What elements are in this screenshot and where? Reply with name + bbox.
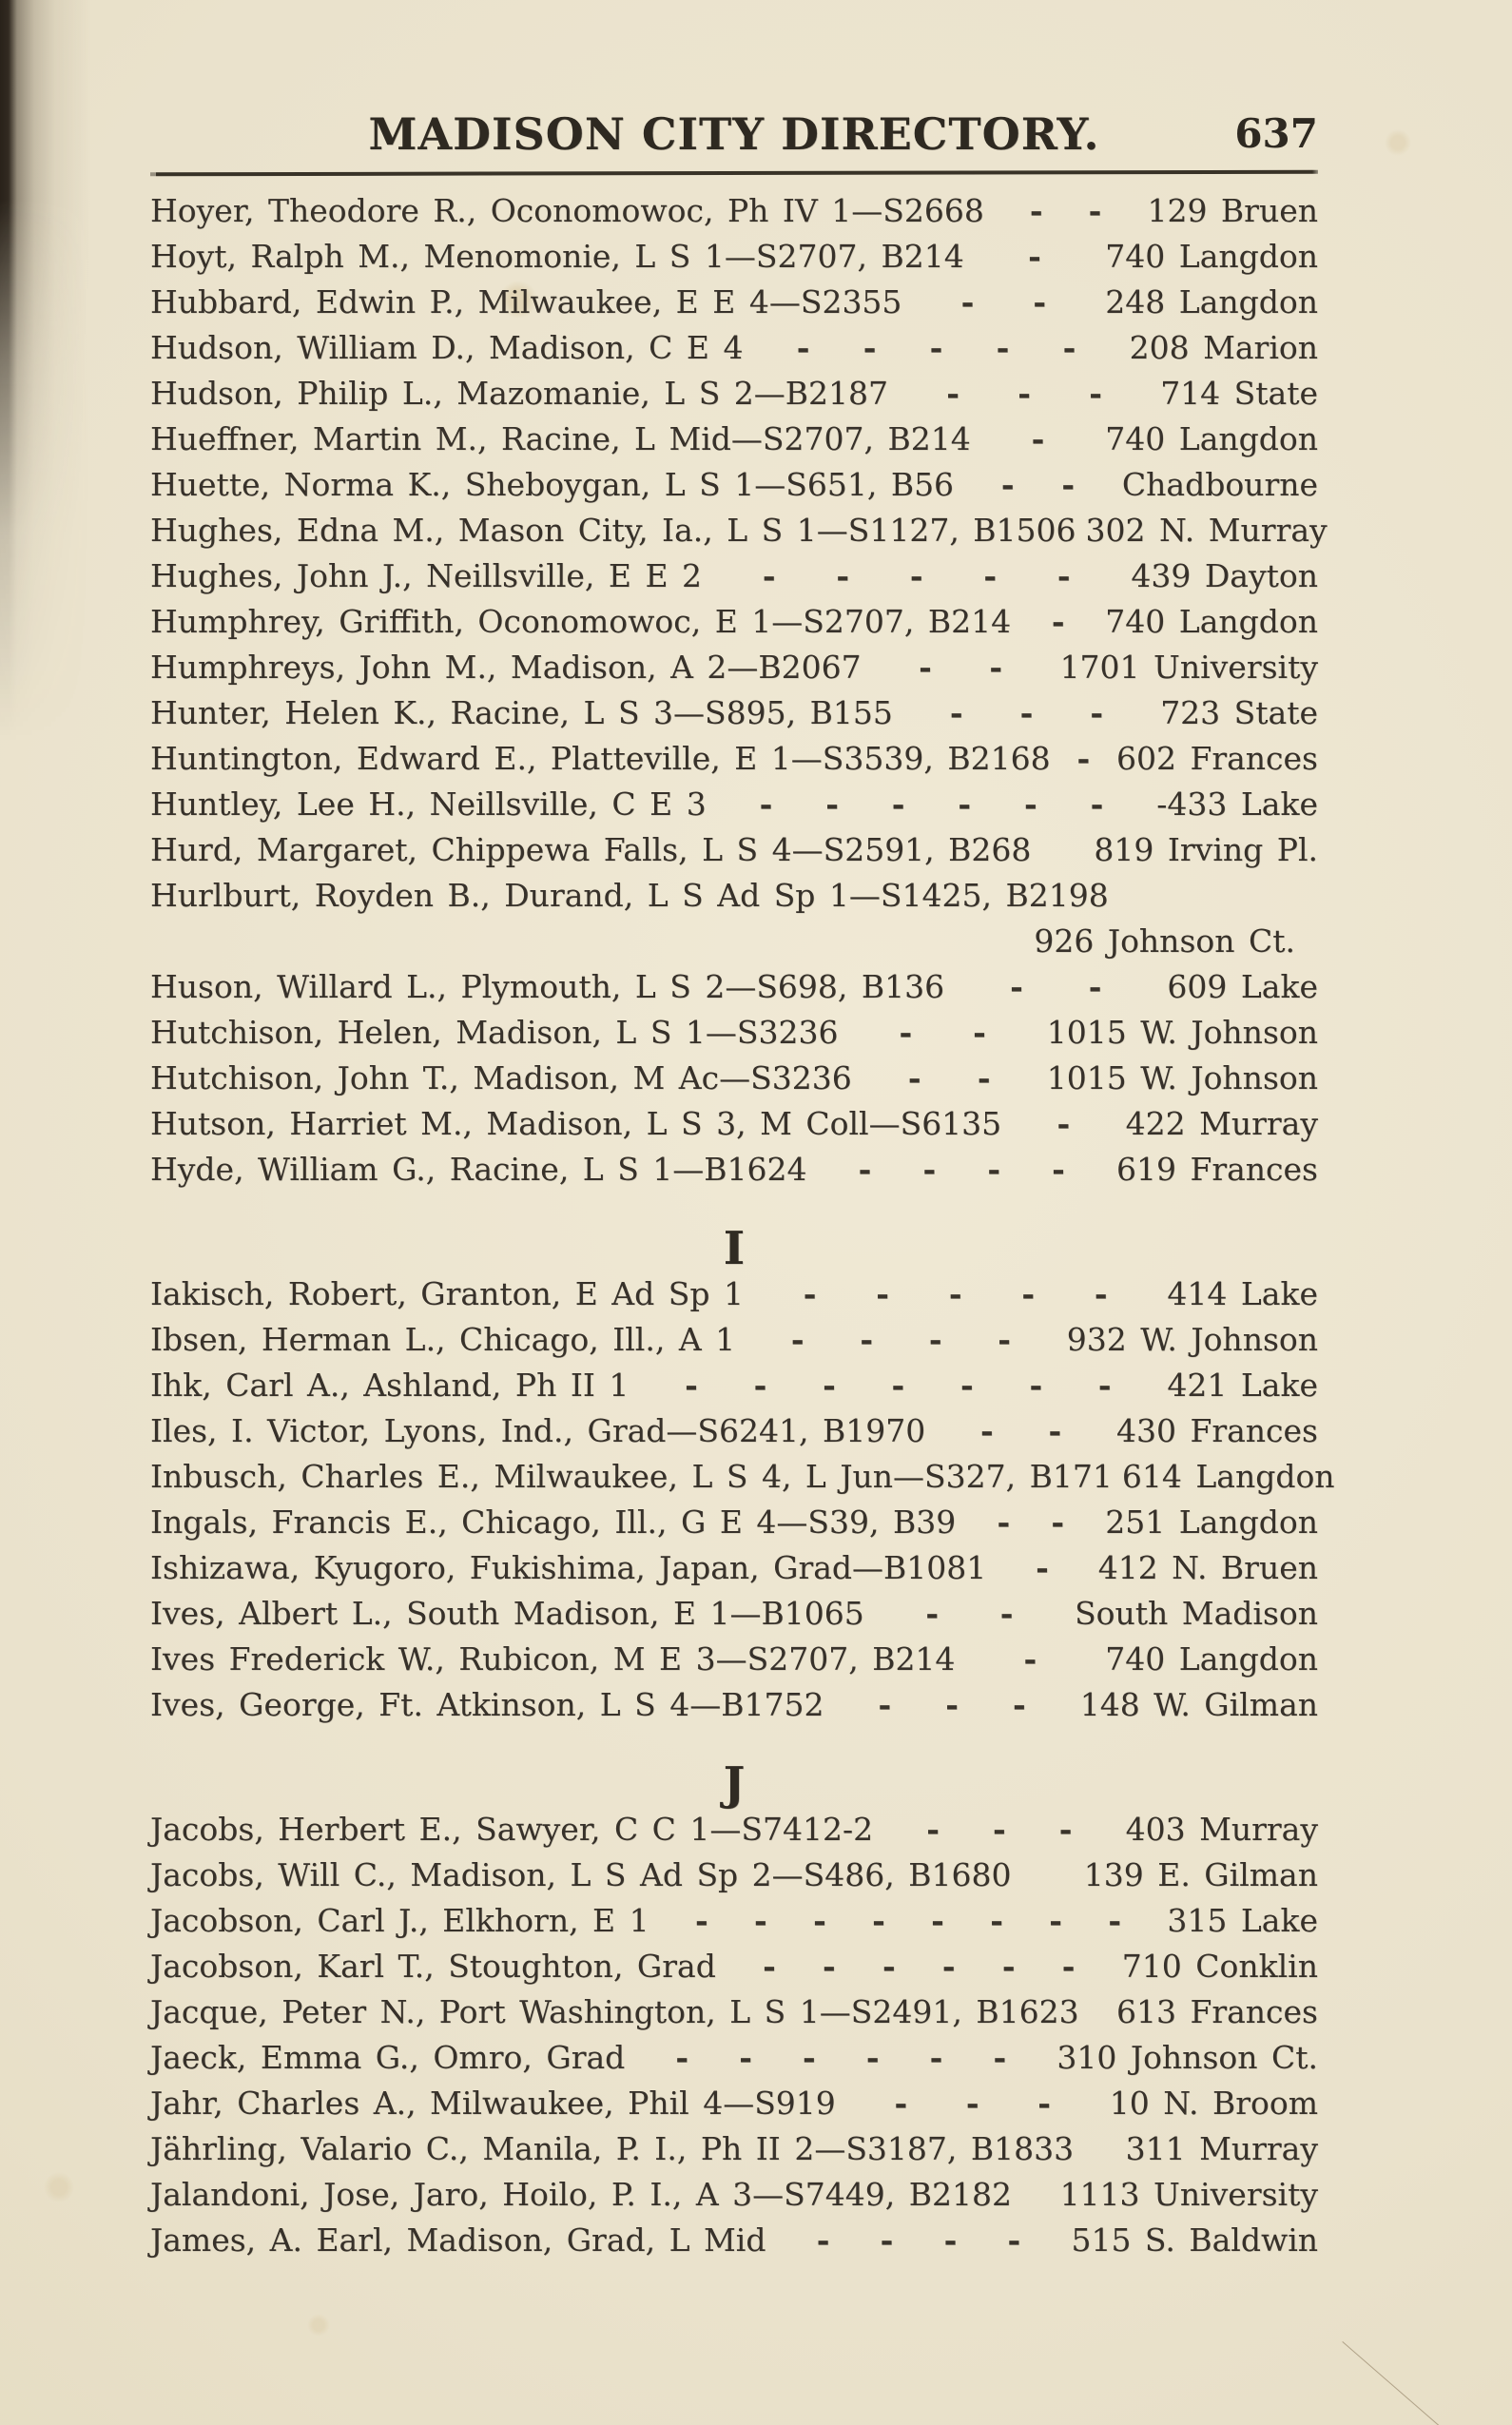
dot-leaders [702,553,1131,599]
entry-text: Hubbard, Edwin P., Milwaukee, E E 4—S2355 [150,283,902,320]
leader-dash: - [960,1367,974,1404]
leader-dash: - [907,1059,921,1096]
entry-address: 740 Langdon [1105,238,1318,275]
directory-entry [150,508,1328,553]
dot-leaders [839,1010,1047,1056]
dot-leaders [956,1500,1105,1545]
directory-entry [150,1591,1318,1637]
dot-leaders [625,2035,1056,2081]
leader-dash: - [1029,192,1043,229]
entry-address: 430 Frances [1115,1412,1318,1449]
dot-leaders [852,1056,1047,1101]
leader-dash: - [925,1595,940,1632]
leader-dash: - [945,1686,959,1723]
leader-dash: - [1031,420,1045,457]
entry-address: 819 Irving Pl. [1094,831,1318,868]
directory-entry [150,1056,1318,1101]
entry-text: Ishizawa, Kyugoro, Fukishima, Japan, Grad—B1081 [150,1549,987,1586]
entry-address: 414 Lake [1167,1275,1318,1312]
leader-dash: - [1056,1105,1071,1142]
page-header [150,107,1318,162]
leader-dash: - [919,649,932,686]
directory-entry [150,1944,1318,1989]
entry-text: Hurd, Margaret, Chippewa Falls, L S 4—S2591, B268 [150,831,1032,868]
leader-dash: - [803,1275,817,1312]
leader-dash: - [899,1014,913,1051]
leader-dash: - [926,1811,940,1848]
directory-entry [150,188,1318,234]
directory-entry [150,417,1318,462]
entry-address: 251 Langdon [1105,1504,1318,1541]
dot-leaders [1001,1101,1125,1147]
leader-dash: - [996,329,1010,366]
entry-text: Jacobson, Carl J., Elkhorn, E 1 [150,1902,649,1939]
directory-entry-continuation [150,919,1318,964]
leader-dash: - [823,1367,836,1404]
directory-section [150,1222,1335,1728]
paper-crease [1342,2341,1486,2425]
directory-section [150,188,1328,1193]
entry-address: 710 Conklin [1121,1948,1318,1985]
leader-dash: - [763,1948,776,1985]
directory-entry [150,1807,1318,1853]
dot-leaders [1011,599,1105,645]
leader-dash: - [1029,1367,1043,1404]
leader-dash: - [1048,1412,1062,1449]
dot-leaders [716,1944,1122,1989]
leader-dash: - [987,1151,1001,1188]
directory-entry [150,1363,1318,1408]
entry-address: 412 N. Bruen [1097,1549,1318,1586]
leader-dash: - [823,1948,836,1985]
entry-address: 740 Langdon [1105,420,1318,457]
directory-entry [150,1989,1318,2035]
directory-entry [150,2081,1318,2126]
entry-address: 315 Lake [1167,1902,1318,1939]
leader-dash: - [675,2039,689,2076]
page-number: 637 [1234,110,1318,157]
directory-entry [150,1010,1318,1056]
entry-text: Hunter, Helen K., Racine, L S 3—S895, B155 [150,694,893,731]
leader-dash: - [941,1948,956,1985]
leader-dash: - [891,1367,905,1404]
directory-entry [150,690,1318,736]
leader-dash: - [825,786,839,823]
leader-dash: - [813,1902,826,1939]
leader-dash: - [1036,1549,1049,1586]
leader-dash: - [983,557,998,594]
entry-text: Hutchison, Helen, Madison, L S 1—S3236 [150,1014,839,1051]
leader-dash: - [882,1948,896,1985]
dot-leaders [864,1591,1075,1637]
dot-leaders [873,1807,1125,1853]
leader-dash: - [865,2039,880,2076]
leader-dash: - [1051,1504,1065,1541]
dot-leaders [888,371,1160,417]
leader-dash: - [949,694,963,731]
leader-dash: - [858,1151,872,1188]
entry-text: Hudson, William D., Madison, C E 4 [150,329,744,366]
leader-dash: - [836,557,850,594]
leader-dash: - [1019,694,1034,731]
directory-entry [150,553,1318,599]
leader-dash: - [946,375,960,412]
leader-dash: - [1012,1686,1026,1723]
dot-leaders [986,1545,1097,1591]
directory-entry [150,462,1318,508]
leader-dash: - [694,1902,708,1939]
leader-dash: - [993,2039,1007,2076]
leader-dash: - [790,1321,804,1358]
entry-address: 619 Frances [1115,1151,1318,1188]
leader-dash: - [1023,1640,1037,1678]
entry-address: 310 Johnson Ct. [1056,2039,1318,2076]
entry-text: Hughes, Edna M., Mason City, Ia., L S 1—S1127, B1506 [150,512,1076,549]
entry-text: Huette, Norma K., Sheboygan, L S 1—S651, B56 [150,466,955,503]
entry-text: Iakisch, Robert, Granton, E Ad Sp 1 [150,1275,744,1312]
leader-dash: - [1051,603,1065,640]
entry-address: 740 Langdon [1105,603,1318,640]
dot-leaders [735,1317,1067,1363]
entry-address: 714 State [1160,375,1318,412]
leader-dash: - [863,329,877,366]
entry-address: 515 S. Baldwin [1071,2221,1318,2259]
entry-address: 422 Murray [1125,1105,1318,1142]
entry-address: 926 Johnson Ct. [1034,922,1295,960]
leader-dash: - [876,1275,889,1312]
entry-address: 602 Frances [1115,740,1318,777]
entry-address: 740 Langdon [1105,1640,1318,1678]
dot-leaders [743,325,1129,371]
leader-dash: - [1089,375,1102,412]
entry-text: Iles, I. Victor, Lyons, Ind., Grad—S6241, B1970 [150,1412,926,1449]
entry-text: Hyde, William G., Racine, L S 1—B1624 [150,1151,807,1188]
leader-dash: - [989,649,1003,686]
leader-dash: - [943,2221,958,2259]
leader-dash: - [880,2221,894,2259]
directory-section [150,1757,1318,2263]
entry-text: Huntington, Edward E., Platteville, E 1—S3539, B2168 [150,740,1051,777]
leader-dash: - [977,1059,991,1096]
leader-dash: - [1058,1811,1073,1848]
leader-dash: - [753,1367,767,1404]
entry-address: 139 E. Gilman [1083,1856,1318,1893]
leader-dash: - [1094,1275,1108,1312]
directory-entry [150,645,1318,690]
leader-dash: - [1090,786,1104,823]
dot-leaders [649,1898,1168,1944]
entry-address: 1113 University [1059,2176,1318,2213]
dot-leaders [925,1408,1116,1454]
dot-leaders [836,2081,1110,2126]
leader-dash: - [965,2085,979,2122]
entry-text: Hudson, Philip L., Mazomanie, L S 2—B2187 [150,375,889,412]
leader-dash: - [1023,786,1037,823]
directory-entry [150,325,1318,371]
section-header-i: I [723,1222,746,1275]
leader-dash: - [685,1367,698,1404]
entry-text: Huson, Willard L., Plymouth, L S 2—S698, B136 [150,968,945,1005]
leader-dash: - [803,2039,816,2076]
leader-dash: - [816,2221,830,2259]
page-title: MADISON CITY DIRECTORY. [368,108,1100,160]
entry-address: 439 Dayton [1131,557,1318,594]
leader-dash: - [1097,1367,1112,1404]
entry-address: 311 Murray [1125,2130,1318,2167]
dot-leaders [964,234,1106,280]
entry-address: 1015 W. Johnson [1046,1014,1318,1051]
entry-text: Jacobs, Will C., Madison, L S Ad Sp 2—S486, B1680 [150,1856,1012,1893]
entry-text: Ives Frederick W., Rubicon, M E 3—S2707, B214 [150,1640,956,1678]
leader-dash: - [1033,283,1047,320]
leader-dash: - [754,1902,767,1939]
entry-address: Chadbourne [1121,466,1318,503]
dot-leaders [901,280,1105,325]
leader-dash: - [860,1321,874,1358]
directory-entry [150,964,1318,1010]
leader-dash: - [999,1595,1014,1632]
leader-dash: - [1088,968,1102,1005]
directory-entry [150,2218,1318,2263]
entry-text: Hughes, John J., Neillsville, E E 2 [150,557,703,594]
leader-dash: - [931,1902,944,1939]
entry-text: Ibsen, Herman L., Chicago, Ill., A 1 [150,1321,736,1358]
entry-text: Jacobs, Herbert E., Sawyer, C C 1—S7412-2 [150,1811,874,1848]
entry-address: 302 N. Murray [1085,512,1328,549]
section-header-j: J [723,1757,746,1811]
directory-entry [150,1853,1318,1898]
directory-entry [150,1454,1335,1500]
entry-address: South Madison [1075,1595,1318,1632]
leader-dash: - [1000,466,1015,503]
leader-dash: - [878,1686,892,1723]
leader-dash: - [1108,1902,1122,1939]
leader-dash: - [922,1151,937,1188]
leader-dash: - [998,1321,1011,1358]
leader-dash: - [894,2085,908,2122]
directory-entry [150,873,1318,919]
entry-text: Huntley, Lee H., Neillsville, C E 3 [150,786,707,823]
entry-text: Hoyer, Theodore R., Oconomowoc, Ph IV 1—S2668 [150,192,984,229]
entry-address: 723 State [1160,694,1318,731]
leader-dash: - [872,1902,885,1939]
dot-leaders [629,1363,1167,1408]
entry-text: Hutchison, John T., Madison, M Ac—S3236 [150,1059,852,1096]
directory-entry [150,234,1318,280]
leader-dash: - [1049,1902,1062,1939]
leader-dash: - [997,1504,1011,1541]
leader-dash: - [1056,557,1071,594]
entry-text: Ingals, Francis E., Chicago, Ill., G E 4—S39, B39 [150,1504,957,1541]
leader-dash: - [1001,1948,1016,1985]
entry-text: Inbusch, Charles E., Milwaukee, L S 4, L Jun—S327, B171 [150,1458,1113,1495]
leader-dash: - [973,1014,986,1051]
leader-dash: - [993,1811,1006,1848]
dot-leaders [824,1682,1080,1728]
leader-dash: - [1090,694,1104,731]
entry-address: 1015 W. Johnson [1046,1059,1318,1096]
entry-text: Humphrey, Griffith, Oconomowoc, E 1—S2707, B214 [150,603,1012,640]
leader-dash: - [1061,466,1076,503]
entry-address: 609 Lake [1167,968,1318,1005]
directory-entry [150,1898,1318,1944]
leader-dash: - [948,1275,962,1312]
dot-leaders [707,782,1157,827]
entry-text: Ives, Albert L., South Madison, E 1—B1065 [150,1595,864,1632]
directory-entry [150,1682,1318,1728]
entry-text: Hutson, Harriet M., Madison, L S 3, M Coll—S6135 [150,1105,1002,1142]
directory-entry [150,1271,1318,1317]
directory-entry [150,1317,1318,1363]
entry-address: 932 W. Johnson [1066,1321,1318,1358]
leader-dash: - [1088,192,1102,229]
entry-text: Hoyt, Ralph M., Menomonie, L S 1—S2707, B214 [150,238,964,275]
entry-address: 129 Bruen [1147,192,1318,229]
page-content [150,107,1335,2263]
entry-text: Jacque, Peter N., Port Washington, L S 1—S2491, B1623 [150,1993,1079,2030]
entry-text: Ihk, Carl A., Ashland, Ph II 1 [150,1367,630,1404]
leader-dash: - [928,1321,942,1358]
directory-entry [150,1408,1318,1454]
entry-text: Jacobson, Karl T., Stoughton, Grad [150,1948,716,1985]
directory-list [150,188,1335,2263]
entry-address: 614 Langdon [1121,1458,1335,1495]
entry-address: 421 Lake [1167,1367,1318,1404]
entry-address: 403 Murray [1125,1811,1318,1848]
dot-leaders [971,417,1106,462]
header-rule [150,170,1318,177]
entry-text: Jalandoni, Jose, Jaro, Hoilo, P. I., A 3—S7449, B2182 [150,2176,1012,2213]
directory-entry [150,1545,1318,1591]
leader-dash: - [1037,2085,1051,2122]
leader-dash: - [958,786,972,823]
entry-text: Jahr, Charles A., Milwaukee, Phil 4—S919 [150,2085,836,2122]
entry-address: 248 Langdon [1105,283,1318,320]
directory-entry [150,280,1318,325]
directory-entry [150,1101,1318,1147]
leader-dash: - [796,329,810,366]
dot-leaders [944,964,1167,1010]
scan-edge-shadow [0,0,90,780]
entry-address: 1701 University [1059,649,1318,686]
leader-dash: - [739,2039,752,2076]
dot-leaders [862,645,1060,690]
entry-text: Ives, George, Ft. Atkinson, L S 4—B1752 [150,1686,824,1723]
leader-dash: - [909,557,923,594]
leader-dash: - [759,786,773,823]
entry-address: 148 W. Gilman [1079,1686,1318,1723]
directory-entry [150,599,1318,645]
leader-dash: - [1052,1151,1065,1188]
leader-dash: - [1061,1948,1076,1985]
leader-dash: - [1062,329,1076,366]
leader-dash: - [891,786,905,823]
entry-text: Hueffner, Martin M., Racine, L Mid—S2707, B214 [150,420,971,457]
directory-entry [150,736,1318,782]
entry-address: 613 Frances [1115,1993,1318,2030]
directory-entry [150,371,1318,417]
entry-address: 208 Marion [1129,329,1318,366]
directory-entry [150,1637,1318,1682]
dot-leaders [893,690,1160,736]
dot-leaders [954,462,1122,508]
leader-dash: - [929,329,943,366]
directory-entry [150,1147,1318,1193]
leader-dash: - [929,2039,943,2076]
leader-dash: - [1076,740,1091,777]
leader-dash: - [990,1902,1003,1939]
leader-dash: - [1007,2221,1021,2259]
leader-dash: - [762,557,776,594]
leader-dash: - [1021,1275,1036,1312]
dot-leaders [744,1271,1167,1317]
entry-text: Jaeck, Emma G., Omro, Grad [150,2039,626,2076]
entry-address: 10 N. Broom [1109,2085,1318,2122]
leader-dash: - [980,1412,994,1449]
directory-entry [150,782,1318,827]
leader-dash: - [1028,238,1041,275]
dot-leaders [1051,736,1116,782]
dot-leaders [984,188,1148,234]
dot-leaders [807,1147,1116,1193]
dot-leaders [766,2218,1072,2263]
entry-text: Humphreys, John M., Madison, A 2—B2067 [150,649,862,686]
entry-text: James, A. Earl, Madison, Grad, L Mid [150,2221,766,2259]
directory-entry [150,2172,1318,2218]
dot-leaders [955,1637,1105,1682]
entry-text: Jährling, Valario C., Manila, P. I., Ph II 2—S3187, B1833 [150,2130,1075,2167]
directory-entry [150,1500,1318,1545]
entry-address: -433 Lake [1156,786,1318,823]
directory-entry [150,2035,1318,2081]
directory-entry [150,2126,1318,2172]
leader-dash: - [1010,968,1023,1005]
directory-entry [150,827,1318,873]
leader-dash: - [1018,375,1031,412]
entry-text: Hurlburt, Royden B., Durand, L S Ad Sp 1—S1425, B2198 [150,877,1109,914]
leader-dash: - [960,283,975,320]
